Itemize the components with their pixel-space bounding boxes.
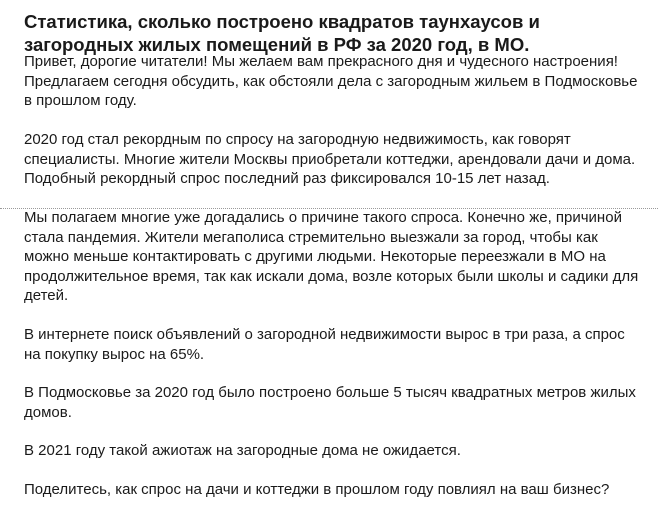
article-paragraph-search-growth: В интернете поиск объявлений о загородной недвижимости вырос в три раза, а спрос на покупку вырос на 65%.	[24, 326, 625, 363]
article-paragraph-pandemic: Мы полагаем многие уже догадались о причине такого спроса. Конечно же, причиной стала пандемия. Жители мегаполиса стремительно выезжали за город, чтобы как можно меньше контактировать с другими людьми. Некоторые переезжали в МО на продолжительное время, так как искали дома, возле которых были школы и садики для детей.	[24, 209, 639, 304]
article-paragraph-question: Поделитесь, как спрос на дачи и коттеджи в прошлом году повлиял на ваш бизнес?	[24, 481, 610, 498]
article-paragraph-record-demand: 2020 год стал рекордным по спросу на загородную недвижимость, как говорят специалисты. Многие жители Москвы приобретали коттеджи, арендовали дачи и дома. Подобный рекордный спрос последний раз фиксировался 10-15 лет назад.	[24, 131, 636, 187]
article-paragraph-construction: В Подмосковье за 2020 год было построено больше 5 тысяч квадратных метров жилых домов.	[24, 384, 636, 421]
article-paragraph-intro: Привет, дорогие читатели! Мы желаем вам прекрасного дня и чудесного настроения! Предлагаем сегодня обсудить, как обстояли дела с загородным жильем в Подмосковье в прошлом году.	[24, 53, 638, 109]
article-title: Статистика, сколько построено квадратов таунхаусов и загородных жилых помещений в РФ за 2020 год, в МО.	[24, 11, 540, 55]
article-paragraph-2021-outlook: В 2021 году такой ажиотаж на загородные дома не ожидается.	[24, 442, 461, 459]
